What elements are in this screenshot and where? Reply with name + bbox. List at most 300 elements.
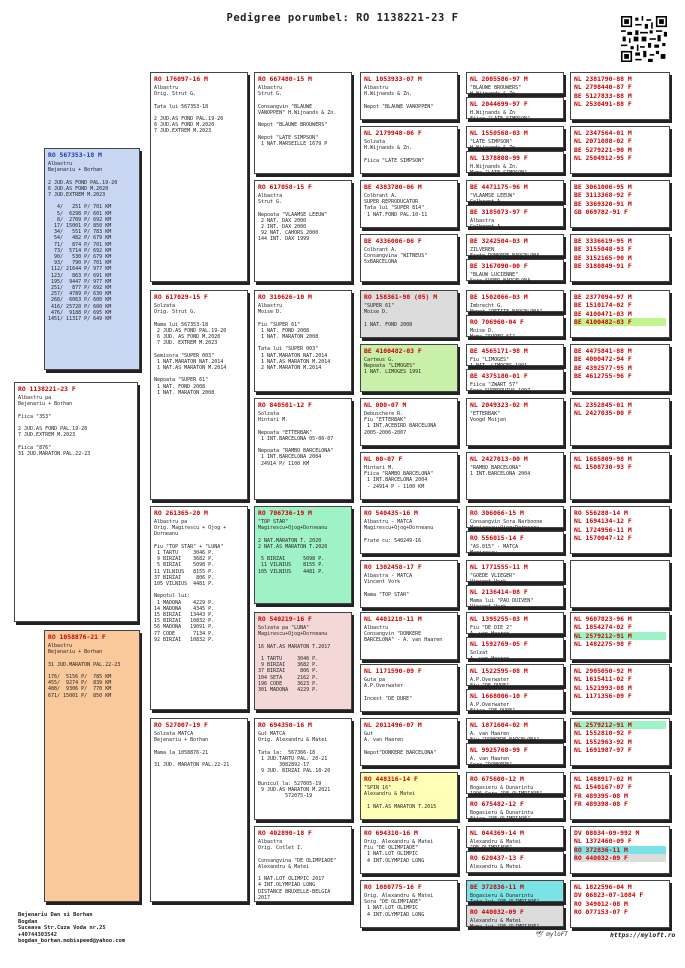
ring-number: BE 4336006-06 F [364, 237, 422, 245]
pedigree-card-g5-11[interactable] [360, 612, 458, 660]
ring-number: NL 1372460-09 F [574, 837, 632, 846]
ring-row [574, 154, 666, 162]
card-details: H.Wijnands & Zn. Mama "LATE SIMPSON" [470, 164, 528, 177]
ring-number: BE 3155048-93 F [574, 245, 632, 254]
ring-number: FR 489398-08 F [574, 799, 628, 808]
pedigree-card-subject[interactable] [14, 382, 138, 622]
ring-stack[interactable] [570, 560, 670, 608]
ring-row [574, 837, 666, 845]
ring-row [574, 632, 666, 640]
ring-row [574, 640, 666, 648]
card-details: Alexandru & Matei [470, 864, 522, 870]
ring-stack[interactable] [570, 126, 670, 174]
card-details: Debuschere R. Fiu "ETTERBAK" 1 INT.ACEBIRD BARCELONA 2005-2006-2007 [364, 411, 437, 436]
ring-stack[interactable] [570, 506, 670, 554]
ring-number: NL 2011496-07 M [364, 721, 422, 729]
pedigree-card-granddam-2[interactable] [150, 718, 248, 902]
pedigree-card-g5-16[interactable] [360, 880, 458, 928]
card-details: Colbrant A. SUPER REPRODUCATOR Tata lui "SUPER 814" 1 NAT.FOND PAL.10-11 [364, 193, 428, 218]
card-details: Moise D. Mama "SUPER 61" [470, 328, 516, 341]
pedigree-card-grandsire-2[interactable] [150, 506, 248, 710]
pedigree-card-g5-6[interactable] [360, 344, 458, 392]
ring-number: BE 4375180-01 F [470, 372, 528, 380]
ring-number: NL 000-07 M [364, 401, 407, 409]
card-details: "BLAUWE BROUWERS" H.Wijnands & Zn. [470, 85, 522, 98]
card-details: Carteus G. Nepoata "LIMOGES" 1 NAT. LIMOGES 1991 [364, 357, 422, 376]
ring-number: BE 3336619-95 M [574, 237, 632, 245]
ring-number: RO 1302458-17 F [364, 563, 422, 571]
card-details: Albastru Orig. Strut G. Tata lui 567353-18 2 JUD.AS FOND PAL.19-20 6 JUD.AS FOND M.2020 7 JUD.EXTREM M.2023 [154, 85, 224, 135]
ring-number: BE 4392577-95 M [574, 363, 632, 372]
ring-row [574, 347, 666, 355]
ring-number: NL 2579212-91 M [574, 721, 632, 729]
ring-number: NL 2530491-88 F [574, 99, 632, 108]
bird-icon: 🕊 [535, 931, 543, 938]
ring-row [574, 262, 666, 270]
pedigree-card-g6[interactable] [466, 259, 564, 285]
ring-number: RO 310626-10 M [258, 293, 312, 301]
ring-number: NL 4401218-11 M [364, 615, 422, 623]
card-details: Consangvin Sora Narbonne Magirescu+Ojog+Dorneanu [470, 519, 543, 532]
pedigree-card-g6[interactable] [466, 97, 564, 123]
ring-number: RO 617029-15 F [154, 293, 208, 301]
ring-row [574, 200, 666, 208]
ring-row [574, 409, 666, 417]
card-details: Albastru Strut G. Consangvin "BLAUWE VANOPPEN" H.Wijnands & Zn. Nepot "BLAUWE BROUWERS" Nepot "LATE SIMPSON" 1 NAT.MARSEILLE 1679 P [258, 85, 337, 147]
ring-number: NL 2798440-87 F [574, 83, 632, 92]
owner-contact: Bejenariu Dan si Borhan Bogdan Suceava Str.Cuza Voda nr.25 +40744303542 bogdan_borhan.mobispeed@yahoo.com [18, 912, 126, 945]
card-details: Mama lui "PAU DUIVEN" Vincent Vork [470, 598, 534, 611]
ring-number: BE 2377094-97 M [574, 293, 632, 301]
ring-row [574, 364, 666, 372]
card-details: "GOEDE VLIEGER" Vincent Vork [470, 573, 516, 586]
ring-row [574, 318, 666, 326]
card-details: H.Wijnands & Zn Fiica "LATE SIMPSON" [470, 110, 531, 123]
ring-number: NL 1522595-08 M [470, 667, 528, 675]
card-details: Albastru pa Orig. Magirescu + Ojog + Dorneanu Fiu "TOP STAR" + "LUNA" 1 TARTU 3046 P. 9 BIRZAI 3682 P. 5 BIRZAI 5098 P. 11 VILNIUS 8155 P. 37 BIRZAI 806 P. 105 VILNIUS 4481 P. Nepotul lui: 1 MADONA 4229 P. 14 MADONA 4345 P. 15 BIRZAI 13443 P. 15 BIRZAI 10832 P. 56 MADONA 19091 P. 77 CODE 7134 P. 92 BIRZAI 10832 P. [154, 519, 227, 643]
ring-stack[interactable] [570, 344, 670, 392]
card-details: "TOP STAR" Magirescu+Ojog+Dorneanu 2 NAT.MARATON T. 2020 2 NAT.AS MARATON T.2020 5 BIRZAI 5098 P. 11 VILNIUS 8155 P. 105 VILNIUS 4481 P. [258, 519, 328, 575]
ring-row [574, 75, 666, 83]
ring-number: NL 2905050-92 M [574, 667, 632, 675]
pedigree-card-g6[interactable] [466, 880, 564, 906]
ring-number: NL 1171356-09 F [574, 691, 632, 700]
ring-row [574, 92, 666, 100]
card-details: Fiu "DE DIE 2" A. van Haaren [470, 625, 513, 638]
ring-stack[interactable] [570, 290, 670, 338]
card-details: Alexandru & Matei Mama lui "DE OLIMPIADE" [470, 918, 540, 931]
ring-number: BE 4100482-03 F [364, 347, 422, 355]
ring-row [574, 355, 666, 363]
pedigree-card-granddam-1[interactable] [150, 290, 248, 500]
pedigree-card-g6[interactable] [466, 905, 564, 931]
ring-number: BE 3113368-92 F [574, 191, 632, 200]
pedigree-card-g6[interactable] [466, 344, 564, 370]
pedigree-card-g5-13[interactable] [360, 718, 458, 766]
ring-number: RO 349012-08 M [574, 899, 628, 908]
pedigree-card-g5-9[interactable] [360, 506, 458, 554]
ring-number: NL 2071088-02 F [574, 137, 632, 146]
card-details: Bogasieru & Dunarintu Fiica "DE OLIMPIADE" [470, 810, 534, 823]
pedigree-card-g5-7[interactable] [360, 398, 458, 446]
ring-row [574, 534, 666, 542]
card-details: "BLAUW LUCIENNE" Sora SUPER BARCELONA [470, 272, 531, 285]
ring-number: RO 840501-12 F [258, 401, 312, 409]
ring-stack[interactable] [570, 664, 670, 712]
card-details: Hintari M. Fiica "RAMBO BARCELONA" 1 INT.BARCELONA 2004 - 24914 P - 1100 KM [364, 465, 434, 490]
ring-row [574, 854, 666, 862]
ring-number: NL 2381790-88 M [574, 75, 632, 83]
ring-number: BE 4475841-88 M [574, 347, 632, 355]
card-details: ZILVEREN Frate DONKERE BARCELONA [470, 247, 540, 260]
ring-number: RO 077153-07 F [574, 907, 628, 916]
ring-number: BE 4471175-96 M [470, 183, 528, 191]
card-details: Alexandru & Matei "DE OLIMPIADE" [470, 839, 522, 852]
ring-number: NL 9607823-96 M [574, 615, 632, 623]
pedigree-card-g5-4[interactable] [360, 234, 458, 282]
card-details: "SUPER 61" Moise D. 1 NAT. FOND 2008 [364, 303, 413, 328]
ring-row [574, 191, 666, 199]
ring-number: NL 1592769-05 F [470, 640, 528, 648]
card-details: Gut A. van Haaren Nepot"DONKERE BARCELONA" [364, 731, 437, 756]
ring-stack[interactable] [570, 398, 670, 446]
ring-number: RO 402890-18 F [258, 829, 312, 837]
ring-number: NL 1053933-07 M [364, 75, 422, 83]
ring-number: NL 2136414-08 F [470, 588, 528, 596]
pedigree-card-g6[interactable] [466, 560, 564, 586]
ring-number: NL 1694134-12 F [574, 517, 632, 526]
ring-number: RO 1058876-21 F [48, 633, 106, 641]
card-details: Solzata H.Wijnands & Zn. Fiica "LATE SIMPSON" [364, 139, 425, 164]
card-details: Albastra Strut G. Nepoata "VLAAMSE LEEUW" 2 NAT. DAX 2000 2 INT. DAX 2000 92 NAT. CAHORS 2000 144 INT. DAX 1999 [258, 193, 328, 243]
ring-number: DV 06823-07-1084 F [574, 891, 644, 900]
ring-number: NL 1668006-10 F [470, 692, 528, 700]
ring-number: NL 1771555-11 M [470, 563, 528, 571]
ring-number: RO 706960-04 F [470, 318, 524, 326]
pedigree-card-g5-5[interactable] [360, 290, 458, 338]
ring-number: NL 1822596-04 M [574, 883, 632, 891]
ring-row [574, 908, 666, 916]
ring-number: NL 1521993-08 M [574, 683, 632, 692]
ring-number: NL 1871604-02 M [470, 721, 528, 729]
ring-number: BE 3180849-91 F [574, 261, 632, 270]
ring-row [574, 455, 666, 463]
ring-row [574, 729, 666, 737]
ring-number: BE 4000472-94 F [574, 355, 632, 364]
pedigree-card-g6[interactable] [466, 612, 564, 638]
ring-number: NL 1395255-03 M [470, 615, 528, 623]
ring-row [574, 208, 666, 216]
card-details: A.P.Overwater Fiica "DE DURE" [470, 702, 516, 715]
ring-row [574, 721, 666, 729]
card-details: "RAMBO BARCELONA" 1 INT.BARCELONA 2004 [470, 465, 531, 478]
ring-row [574, 829, 666, 837]
ring-number: GB 069782-91 F [574, 207, 628, 216]
pedigree-card-g6[interactable] [466, 664, 564, 690]
ring-number: NL 2352845-01 M [574, 401, 632, 409]
brand-name: myloFT [546, 931, 568, 938]
ring-stack[interactable] [570, 880, 670, 928]
card-details: Albastru Bejenariu + Borhan 2 JUD.AS FOND PAL.19-20 6 JUD.AS FOND M.2020 7 JUD.EXTREM M.2023 4/ 251 P/ 701 KM 5/ 6298 P/ 601 KM 8/ 2709 P/ 692 KM 17/ 15001 P/ 850 KM 34/ 551 P/ 783 KM 54/ 482 P/ 679 KM 71/ 874 P/ 701 KM 73/ 5714 P/ 692 KM 90/ 530 P/ 679 KM 93/ 790 P/ 701 KM 112/ 21644 P/ 977 KM 123/ 863 P/ 691 KM 195/ 9447 P/ 977 KM 251/ 877 P/ 692 KM 257/ 4789 P/ 630 KM 268/ 6063 P/ 600 KM 416/ 25720 P/ 600 KM 476/ 9188 P/ 695 KM 1451/ 11317 P/ 649 KM [48, 161, 118, 323]
pedigree-card-g6[interactable] [466, 126, 564, 152]
card-details: "VLAAMSE LEEUW" Colbrant A. [470, 193, 516, 206]
ring-number: NL 1570047-12 F [574, 533, 632, 542]
ring-number: NL 2427013-00 M [470, 455, 528, 463]
pedigree-card-g5-2[interactable] [360, 126, 458, 174]
ring-number: BE 3185073-97 F [470, 208, 528, 216]
card-details: Orig. Alexandru & Matei Sora "DE OLIMPIADE" 1 NAT.LOT OLIMPIC 4 INT.OLYMPIAD LONG [364, 893, 434, 918]
card-details: "AS.015" - MATCA Magirescu [470, 544, 519, 557]
ring-number: BE 1502066-03 M [470, 293, 528, 301]
ring-number: NL 1724956-11 M [574, 525, 632, 534]
ring-row [574, 846, 666, 854]
ring-number: FR 489395-08 M [574, 791, 628, 800]
pedigree-card-g6[interactable] [466, 452, 564, 500]
pedigree-card-g6[interactable] [466, 180, 564, 206]
pedigree-card-dam[interactable] [44, 630, 140, 902]
ring-number: NL 1552963-92 M [574, 737, 632, 746]
card-details: Bogasieru & Dunarintu 1996 Sora "DE OLIMPIADE" [470, 785, 543, 798]
ring-number: BE 3167090-00 F [470, 262, 528, 270]
ring-row [574, 692, 666, 700]
card-details: Solzat A. van Haaren [470, 650, 510, 663]
ring-number: RO 306066-15 M [470, 509, 524, 517]
ring-row [574, 129, 666, 137]
pedigree-card-g6[interactable] [466, 72, 564, 98]
brand-logo [535, 931, 568, 938]
ring-row [574, 146, 666, 154]
ring-stack[interactable] [570, 72, 670, 120]
card-details: Gut MATCA Orig. Alexandru & Matei Tata la: 567366-18 1 JUD.TARTU PAL. 20-21 3082892-17 9 JUD. BIRZAI PAL.18-20 Bunicul la: 527005-19 9 JUD.AS MARATON M.2021 572075-19 [258, 731, 331, 800]
ring-number: RO 556015-14 F [470, 534, 524, 542]
pedigree-card-g6[interactable] [466, 369, 564, 395]
ring-number: NL 2179948-06 F [364, 129, 422, 137]
ring-stack[interactable] [570, 772, 670, 820]
pedigree-card-g5-12[interactable] [360, 664, 458, 712]
card-details: "LATE SIMPSON" H.Wijnands & Zn. [470, 139, 519, 152]
pedigree-card-g6[interactable] [466, 315, 564, 341]
pedigree-card-g5-1[interactable] [360, 72, 458, 120]
ring-number: NL 1488917-02 M [574, 775, 632, 783]
ring-row [574, 623, 666, 631]
ring-number: BE 3369320-91 M [574, 199, 632, 208]
ring-row [574, 526, 666, 534]
pedigree-card-g4-4[interactable] [254, 398, 352, 500]
ring-number: RO 694350-16 M [258, 721, 312, 729]
ring-row [574, 100, 666, 108]
ring-number: RO 440032-09 F [574, 853, 628, 862]
ring-row [574, 783, 666, 791]
ring-number: BE 4383780-06 M [364, 183, 422, 191]
pedigree-card-g4-8[interactable] [254, 826, 352, 902]
ring-number: NL 1378808-99 F [470, 154, 528, 162]
pedigree-card-g6[interactable] [466, 689, 564, 715]
ring-row [574, 463, 666, 471]
ring-number: RO 706736-19 M [258, 509, 312, 517]
ring-number: RO 620437-13 F [470, 854, 524, 862]
pedigree-card-g6[interactable] [466, 797, 564, 823]
ring-number: RO 261365-20 M [154, 509, 208, 517]
ring-number: RO 527007-19 F [154, 721, 208, 729]
pedigree-card-g6[interactable] [466, 290, 564, 316]
pedigree-card-g5-8[interactable] [360, 452, 458, 500]
card-details: Solzata pa "LUNA" Magirescu+Ojog+Dorneanu 16 NAT.AS MARATON T.2017 1 TARTU 3046 P. 9 BIRZAI 3682 P. 37 BIRZAI 806 P. 104 SETA 2162 P. 196 CODE 3623 P. 301 MADONA 4229 P. [258, 625, 331, 694]
ring-number: RO 675600-12 M [470, 775, 524, 783]
ring-number: NL 1854274-02 F [574, 623, 632, 632]
ring-number: NL 1171590-09 F [364, 667, 422, 675]
ring-number: NL 2579212-91 M [574, 631, 632, 640]
ring-row [574, 301, 666, 309]
ring-number: RO 372836-11 M [574, 845, 628, 854]
card-details: Orig. Alexandru & Matei Fiu "DE OLIMPIADE" 1 NAT.LOT OLIMPIC 4 INT.OLYMPIAD LONG [364, 839, 434, 864]
card-details: Albastru - MATCA Magirescu+Ojog+Dorneanu Frate cu: 540249-16 [364, 519, 434, 544]
card-details: Albastru H.Wijnands & Zn. Nepot "BLAUWE VANOPPEN" [364, 85, 434, 110]
ring-number: NL 1540167-07 F [574, 783, 632, 792]
ring-number: RO 1080775-16 F [364, 883, 422, 891]
ring-number: NL 2427035-00 F [574, 409, 632, 418]
card-details: "SPIN 16" Alexandru & Matei 1 NAT.AS MARATON T.2015 [364, 785, 437, 810]
ring-stack[interactable] [570, 826, 670, 874]
ring-stack[interactable] [570, 612, 670, 660]
pedigree-card-g5-10[interactable] [360, 560, 458, 608]
card-details: Colbrant A. Consangvina "WITNEUS" 5xBARCELONA [364, 247, 428, 266]
ring-number: NL 1482275-98 F [574, 639, 632, 648]
pedigree-card-g6[interactable] [466, 398, 564, 446]
ring-number: NL 1685809-98 M [574, 455, 632, 463]
ring-stack[interactable] [570, 452, 670, 500]
ring-row [574, 746, 666, 754]
pedigree-card-g6[interactable] [466, 151, 564, 177]
ring-number: BE 5127833-88 M [574, 91, 632, 100]
ring-row [574, 137, 666, 145]
ring-number: BE 4565171-98 M [470, 347, 528, 355]
pedigree-card-g5-3[interactable] [360, 180, 458, 228]
pedigree-card-g4-3[interactable] [254, 290, 352, 392]
ring-row [574, 775, 666, 783]
ring-stack[interactable] [570, 180, 670, 228]
ring-row [574, 183, 666, 191]
ring-number: RO 448316-14 F [364, 775, 418, 783]
ring-number: NL 2347564-01 M [574, 129, 632, 137]
ring-row [574, 310, 666, 318]
card-details: Imbrecht G. Nepot "PETITE BARCELONA" [470, 303, 543, 316]
ring-number: NL 1691987-97 F [574, 745, 632, 754]
ring-number: RO 617058-15 F [258, 183, 312, 191]
ring-number: NL 1550568-03 M [470, 129, 528, 137]
ring-row [574, 517, 666, 525]
ring-number: DV 08034-09-992 M [574, 829, 640, 837]
card-details: A. van Haaren Fiu "DONKERE BARCELONA" [470, 731, 540, 744]
ring-number: RO 694310-16 M [364, 829, 418, 837]
ring-row [574, 254, 666, 262]
pedigree-card-g6[interactable] [466, 718, 564, 744]
pedigree-card-g4-2[interactable] [254, 180, 352, 282]
pedigree-card-sire[interactable] [44, 148, 140, 370]
page-title: Pedigree porumbel: RO 1138221-23 F [226, 12, 459, 24]
ring-row [574, 245, 666, 253]
card-details: Fiica "ZWART 57" Sora SUPERPUIUS 1997 [470, 382, 531, 395]
pedigree-card-g6[interactable] [466, 585, 564, 611]
pedigree-card-g6[interactable] [466, 851, 564, 873]
ring-number: RO 675482-12 F [470, 800, 524, 808]
pedigree-card-g5-14[interactable] [360, 772, 458, 820]
ring-row [574, 684, 666, 692]
ring-row [574, 675, 666, 683]
card-details: Albastra - MATCA Vincent Vork Mama "TOP STAR" [364, 573, 413, 598]
ring-number: NL 9925768-99 F [470, 746, 528, 754]
ring-row [574, 372, 666, 380]
ring-row [574, 667, 666, 675]
ring-number: RO 667480-15 M [258, 75, 312, 83]
ring-number: NL 2049323-02 M [470, 401, 528, 409]
card-details: Albastru Consangvin "DONKERE BARCELONA" - A. van Haaren [364, 625, 443, 644]
pedigree-card-g4-5[interactable] [254, 506, 352, 604]
ring-number: BE 1510174-02 F [574, 301, 632, 310]
ring-number: NL 2005586-97 M [470, 75, 528, 83]
ring-number: RO 556288-14 M [574, 509, 628, 517]
pedigree-card-g6[interactable] [466, 637, 564, 663]
ring-number: BE 4100471-03 M [574, 309, 632, 318]
ring-row [574, 800, 666, 808]
card-details: Albastra Orig. Cotlet I. Consangvina "DE OLIMPIADE" Alexandru & Matei 1 NAT.LOT OLIMPIC 2017 4 INT.OLYMPIAD LONG DISTANCE BRUXELLE-BELGIA 2017 [258, 839, 337, 901]
ring-stack[interactable] [570, 234, 670, 282]
ring-row [574, 615, 666, 623]
card-details: A. van Haaren Sora "DONKERE" [470, 756, 513, 769]
pedigree-card-g6[interactable] [466, 772, 564, 798]
pedigree-card-g6[interactable] [466, 234, 564, 260]
card-details: Solzata Hintari M. Nepoata "ETTERBAK" 1 INT.BARCELONA 05-06-07 Nepoata "RAMBO BARCELONA" 1 INT.BARCELONA 2004 24914 P/ 1100 KM [258, 411, 334, 467]
card-details: Solzata Orig. Strut G. Mama lui 567353-18 2 JUD.AS FOND PAL.19-20 6 JUD. AS FOND M.2020 7 JUD. EXTREM M.2023 Semisora "SUPER 003" 1 NAT.MARATON NAT.2014 1 NAT.AS MARATON M.2014 Nepoata "SUPER 61" 1 NAT. FOND 2008 1 NAT. MARATON 2008 [154, 303, 227, 396]
pedigree-card-g6[interactable] [466, 506, 564, 532]
card-details: Albastru Bejenariu + Borhan 31 JUD.MARATON PAL.22-23 176/ 5156 P/ 785 KM 455/ 9274 P/ 839 KM 488/ 9306 P/ 770 KM 671/ 15001 P/ 850 KM [48, 643, 121, 699]
pedigree-card-grandsire-1[interactable] [150, 72, 248, 282]
ring-row [574, 738, 666, 746]
ring-row [574, 83, 666, 91]
ring-number: NL 044369-14 M [470, 829, 524, 837]
pedigree-card-g6[interactable] [466, 826, 564, 852]
ring-number: NL 2044699-97 F [470, 100, 528, 108]
ring-number: NL 00-07 F [364, 455, 403, 463]
pedigree-card-g4-1[interactable] [254, 72, 352, 174]
pedigree-card-g4-6[interactable] [254, 612, 352, 710]
card-details: Albastra Colbrant A. [470, 218, 504, 231]
ring-number: BE 3061006-95 M [574, 183, 632, 191]
ring-stack[interactable] [570, 718, 670, 766]
ring-number: NL 1508730-93 F [574, 463, 632, 472]
brand-url[interactable]: https://myloft.ro [610, 931, 676, 939]
qr-code-icon [621, 16, 667, 62]
pedigree-card-g6[interactable] [466, 205, 564, 231]
pedigree-card-g5-15[interactable] [360, 826, 458, 874]
pedigree-card-g4-7[interactable] [254, 718, 352, 820]
ring-row [574, 883, 666, 891]
ring-row [574, 792, 666, 800]
card-details: Albastru pa Bejenariu + Borhan Fiica "353" 2 JUD.AS FOND PAL.19-20 7 JUD.EXTREM M.2023 Fiica "876" 31 JUD.MARATON PAL.22-23 [18, 395, 91, 457]
pedigree-card-g6[interactable] [466, 743, 564, 769]
ring-number: RO 540435-16 M [364, 509, 418, 517]
card-details: Guta pa A.P.Overwater Incest "DE DURE" [364, 677, 413, 702]
ring-row [574, 900, 666, 908]
ring-number: NL 1552810-92 F [574, 729, 632, 738]
ring-number: BE 5279221-90 M [574, 145, 632, 154]
ring-number: BE 372836-11 M [470, 883, 524, 891]
ring-row [574, 509, 666, 517]
ring-number: BE 3152165-90 M [574, 253, 632, 262]
ring-number: RO 176097-16 M [154, 75, 208, 83]
card-details: Albastru Moise D. Fiu "SUPER 61" 1 NAT. FOND 2008 1 NAT. MARATON 2008 Tata lui "SUPER 003" 1 NAT.MARATON NAT.2014 1 NAT.AS MARATON M.2014 2 NAT.MARATON M.2014 [258, 303, 331, 372]
ring-number: RO 540219-16 F [258, 615, 312, 623]
pedigree-card-g6[interactable] [466, 531, 564, 557]
